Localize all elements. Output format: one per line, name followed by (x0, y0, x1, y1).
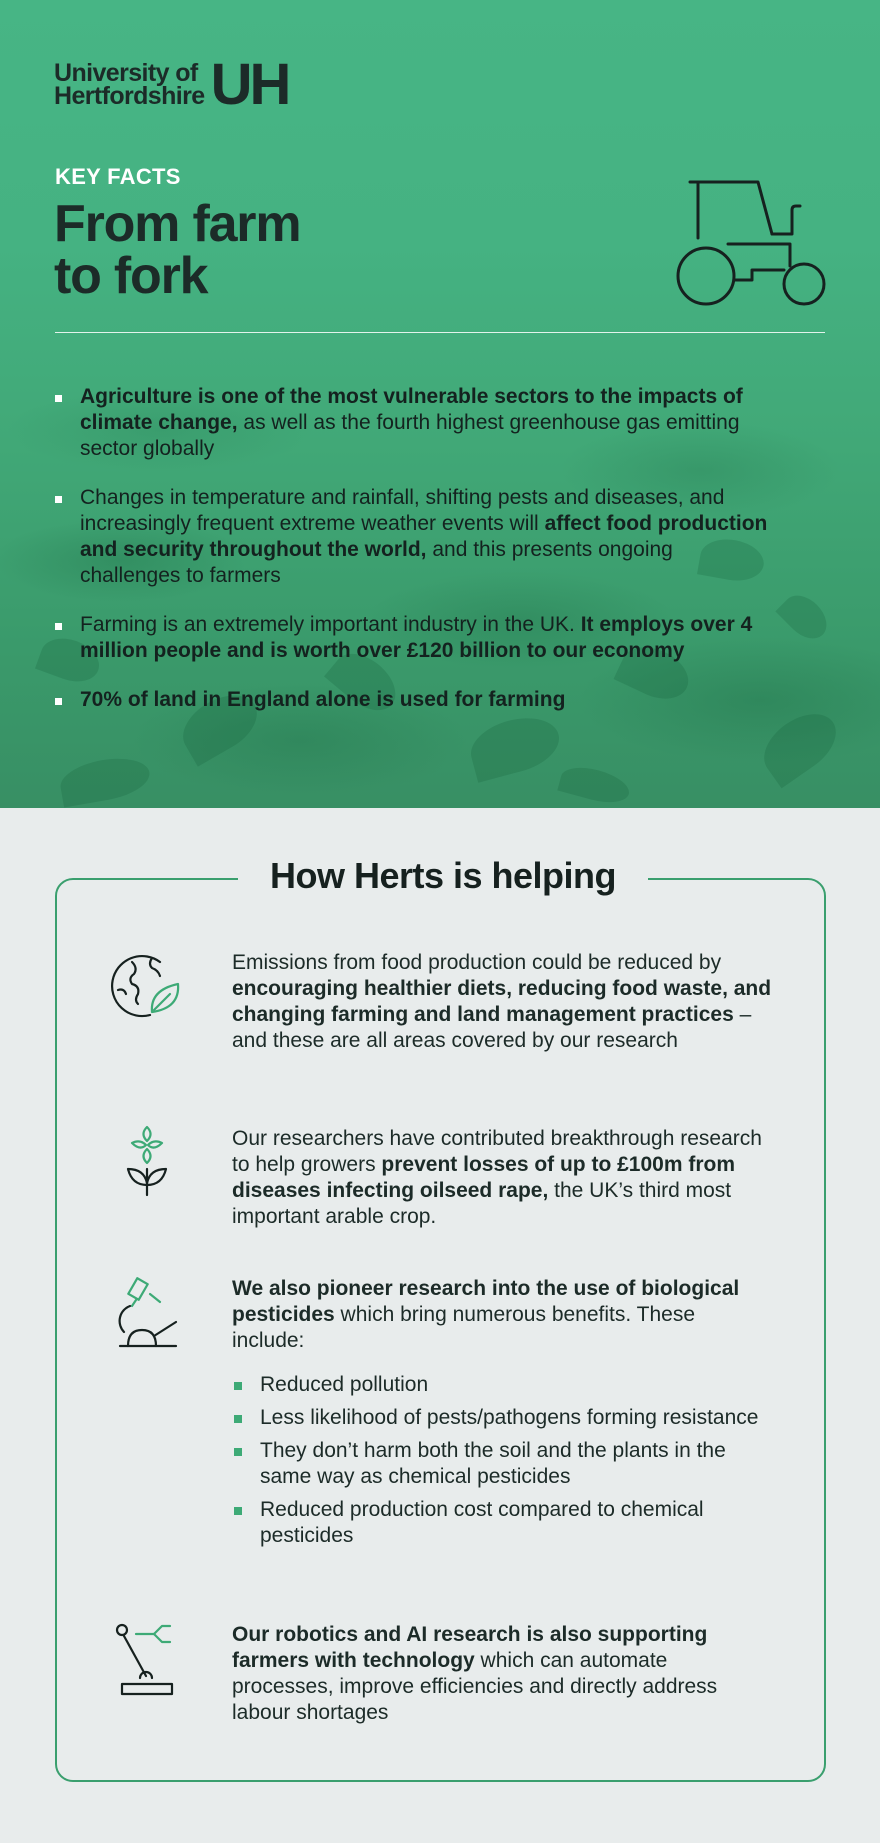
hero-banner (0, 0, 880, 808)
helping-item-pesticides: We also pioneer research into the use of biological pesticides which bring numerous benefits. These include: Reduced pollution Less likelihood of pests/pathogens forming resistance They don’t harm both the soil and the plants in the same way as chemical pesticides Reduced production cost compared to chemical pesticides (232, 1276, 772, 1556)
university-logo[interactable] (54, 52, 289, 117)
fact-item: 70% of land in England alone is used for farming (55, 687, 775, 713)
helping-item-oilseed: Our researchers have contributed breakthrough research to help growers prevent losses of up to £100m from diseases infecting oilseed rape, the UK’s third most important arable crop. (232, 1127, 762, 1228)
tractor-icon (672, 178, 830, 306)
helping-title: How Herts is helping (238, 852, 648, 900)
benefits-list (232, 1372, 772, 1549)
helping-item-robotics: Our robotics and AI research is also supporting farmers with technology which can automate processes, improve efficiencies and directly address labour shortages (232, 1623, 718, 1724)
helping-item-diets: Emissions from food production could be reduced by encouraging healthier diets, reducing food waste, and changing farming and land management practices – and these are all areas covered by our research (232, 951, 772, 1052)
logo-line-1: University of (54, 59, 198, 87)
benefit-item: Less likelihood of pests/pathogens forming resistance (260, 1405, 772, 1431)
benefit-item: Reduced pollution (260, 1372, 772, 1398)
microscope-icon (110, 1276, 184, 1350)
globe-leaf-icon (110, 950, 184, 1024)
plant-sprout-icon (110, 1125, 184, 1199)
fact-item: Agriculture is one of the most vulnerable sectors to the impacts of climate change, as well as the fourth highest greenhouse gas emitting sector globally (55, 384, 775, 462)
title-line-2: to fork (54, 247, 208, 305)
section-kicker: KEY FACTS (55, 164, 181, 189)
key-facts-list (55, 384, 775, 736)
fact-item: Changes in temperature and rainfall, shifting pests and diseases, and increasingly frequent extreme weather events will affect food production and security throughout the world, and this presents ongoing challenges to farmers (55, 485, 775, 589)
benefit-item: Reduced production cost compared to chemical pesticides (260, 1497, 772, 1549)
logo-line-2: Hertfordshire (54, 82, 205, 110)
robot-arm-icon (110, 1622, 184, 1696)
fact-item: Farming is an extremely important industry in the UK. It employs over 4 million people and is worth over £120 billion to our economy (55, 612, 775, 664)
page-title (54, 195, 301, 305)
logo-mark: UH (210, 52, 289, 117)
title-line-1: From farm (54, 195, 301, 253)
benefit-item: They don’t harm both the soil and the plants in the same way as chemical pesticides (260, 1438, 772, 1490)
hero-divider (55, 332, 825, 333)
